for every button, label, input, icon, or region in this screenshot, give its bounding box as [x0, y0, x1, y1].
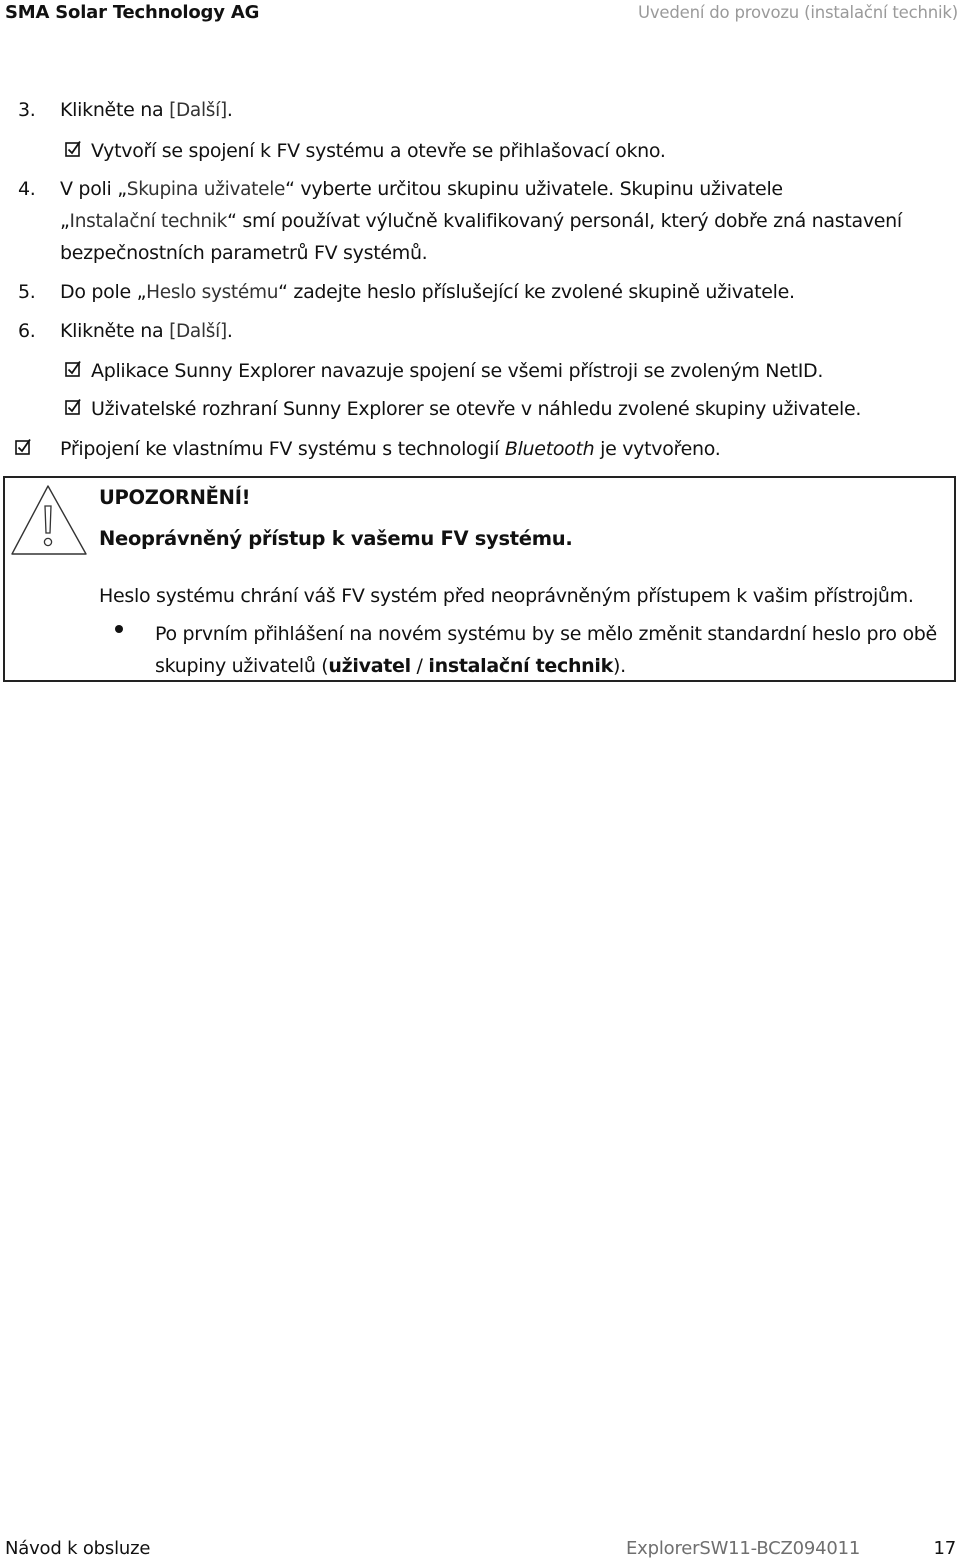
step-6-text — [60, 319, 233, 344]
header-section: Uvedení do provozu (instalační technik) — [637, 3, 958, 22]
notice-bullet-line-1: Po prvním přihlášení na novém systému by se mělo změnit standardní heslo pro obě — [155, 623, 937, 645]
step-6-prefix: Klikněte na — [60, 320, 170, 342]
header-company: SMA Solar Technology AG — [5, 2, 260, 23]
step-5-text — [60, 280, 795, 305]
step-5-field: Heslo systému — [146, 282, 279, 303]
step-4-line-1 — [60, 177, 783, 202]
checkmark-icon — [65, 360, 81, 378]
notice-bullet-installer: instalační technik — [428, 655, 613, 677]
step-4-line-3: bezpečnostních parametrů FV systémů. — [60, 242, 428, 264]
notice-body: Heslo systému chrání váš FV systém před neoprávněným přístupem k vašim přístrojům. — [99, 585, 914, 607]
checkmark-icon — [65, 398, 81, 416]
step-6-number: 6. — [18, 320, 36, 342]
step-3-prefix: Klikněte na — [60, 99, 170, 121]
checkmark-icon — [15, 438, 31, 456]
notice-bullet-text-a: skupiny uživatelů ( — [155, 655, 329, 677]
step-5-text-a: Do pole „ — [60, 281, 147, 303]
step-6-suffix: . — [226, 320, 233, 342]
notice-title: Neoprávněný přístup k vašemu FV systému. — [99, 527, 573, 550]
step-4-number: 4. — [18, 178, 36, 200]
notice-bullet-separator: / — [410, 655, 429, 677]
step-3-result: Vytvoří se spojení k FV systému a otevře se přihlašovací okno. — [91, 140, 666, 162]
footer-page-number: 17 — [933, 1538, 956, 1559]
step-4-line-2-rest: “ smí používat výlučně kvalifikovaný personál, který dobře zná nastavení — [227, 210, 902, 232]
step-5-text-b: “ zadejte heslo příslušející ke zvolené skupině uživatele. — [278, 281, 795, 303]
step-4-text-b: “ vyberte určitou skupinu uživatele. Skupinu uživatele — [285, 178, 783, 200]
notice-bullet-user: uživatel — [328, 655, 411, 677]
notice-bullet-text-b: ). — [612, 655, 626, 677]
step-3-text — [60, 98, 233, 123]
step-4-open-quote: „ — [60, 210, 70, 232]
step-4-field: Skupina uživatele — [126, 179, 286, 200]
final-result-bluetooth: Bluetooth — [504, 438, 595, 460]
final-result-b: je vytvořeno. — [594, 438, 721, 460]
step-4-text-a: V poli „ — [60, 178, 127, 200]
step-6-result-2: Uživatelské rozhraní Sunny Explorer se otevře v náhledu zvolené skupiny uživatele. — [91, 398, 862, 420]
footer-document-code: ExplorerSW11-BCZ094011 — [626, 1538, 861, 1559]
step-5-number: 5. — [18, 281, 36, 303]
notice-signal-word: UPOZORNĚNÍ! — [99, 486, 251, 509]
final-result-a: Připojení ke vlastnímu FV systému s technologií — [60, 438, 505, 460]
footer-manual-title: Návod k obsluze — [5, 1538, 151, 1559]
checkmark-icon — [65, 140, 81, 158]
bullet-icon — [115, 625, 123, 633]
warning-triangle-icon — [10, 484, 88, 556]
step-4-line-2 — [60, 209, 902, 234]
notice-bullet-line-2 — [155, 654, 626, 678]
step-3-number: 3. — [18, 99, 36, 121]
step-3-button-label: [Další] — [169, 100, 227, 121]
step-3-suffix: . — [226, 99, 233, 121]
step-6-result-1: Aplikace Sunny Explorer navazuje spojení se všemi přístroji se zvoleným NetID. — [91, 360, 824, 382]
final-result — [60, 437, 721, 461]
step-4-field-2: Instalační technik — [69, 211, 228, 232]
step-6-button-label: [Další] — [169, 321, 227, 342]
